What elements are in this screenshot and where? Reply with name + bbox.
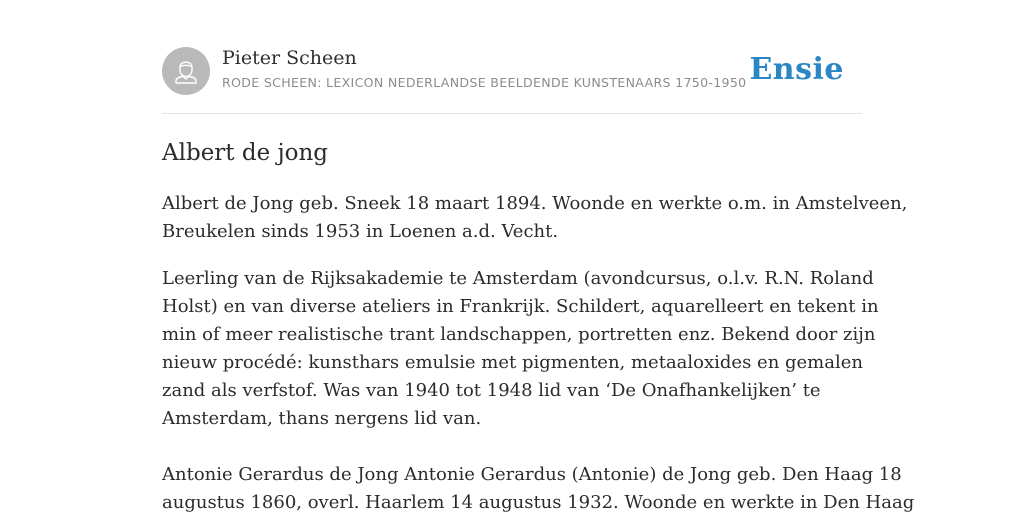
source-label[interactable]: RODE SCHEEN: LEXICON NEDERLANDSE BEELDENDE KUNSTENAARS 1750-1950	[222, 75, 747, 90]
paragraph-line: Holst) en van diverse ateliers in Frankrijk. Schildert, aquarelleert en tekent in	[162, 296, 879, 317]
paragraph-line: Leerling van de Rijksakademie te Amsterdam (avondcursus, o.l.v. R.N. Roland	[162, 268, 874, 289]
article-header	[162, 46, 862, 96]
paragraph-line: nieuw procédé: kunsthars emulsie met pigmenten, metaaloxides en gemalen	[162, 352, 863, 373]
ensie-logo[interactable]: Ensie	[749, 52, 844, 87]
paragraph-3	[162, 461, 915, 512]
paragraph-line: Amsterdam, thans nergens lid van.	[162, 408, 482, 429]
article-title: Albert de jong	[162, 140, 329, 166]
paragraph-2	[162, 265, 879, 433]
paragraph-line: Albert de Jong geb. Sneek 18 maart 1894. Woonde en werkte o.m. in Amstelveen,	[162, 193, 908, 214]
paragraph-1	[162, 190, 908, 246]
article-body	[162, 190, 915, 512]
paragraph-line: augustus 1860, overl. Haarlem 14 augustus 1932. Woonde en werkte in Den Haag	[162, 492, 915, 512]
paragraph-line: Breukelen sinds 1953 in Loenen a.d. Vecht.	[162, 221, 559, 242]
paragraph-line: zand als verfstof. Was van 1940 tot 1948 lid van ‘De Onafhankelijken’ te	[162, 380, 821, 401]
user-silhouette-icon	[162, 47, 210, 95]
paragraph-line: min of meer realistische trant landschappen, portretten enz. Bekend door zijn	[162, 324, 876, 345]
author-name[interactable]: Pieter Scheen	[222, 47, 357, 69]
author-avatar[interactable]	[162, 47, 210, 95]
paragraph-line: Antonie Gerardus de Jong Antonie Gerardus (Antonie) de Jong geb. Den Haag 18	[162, 464, 902, 485]
header-divider	[162, 113, 862, 114]
